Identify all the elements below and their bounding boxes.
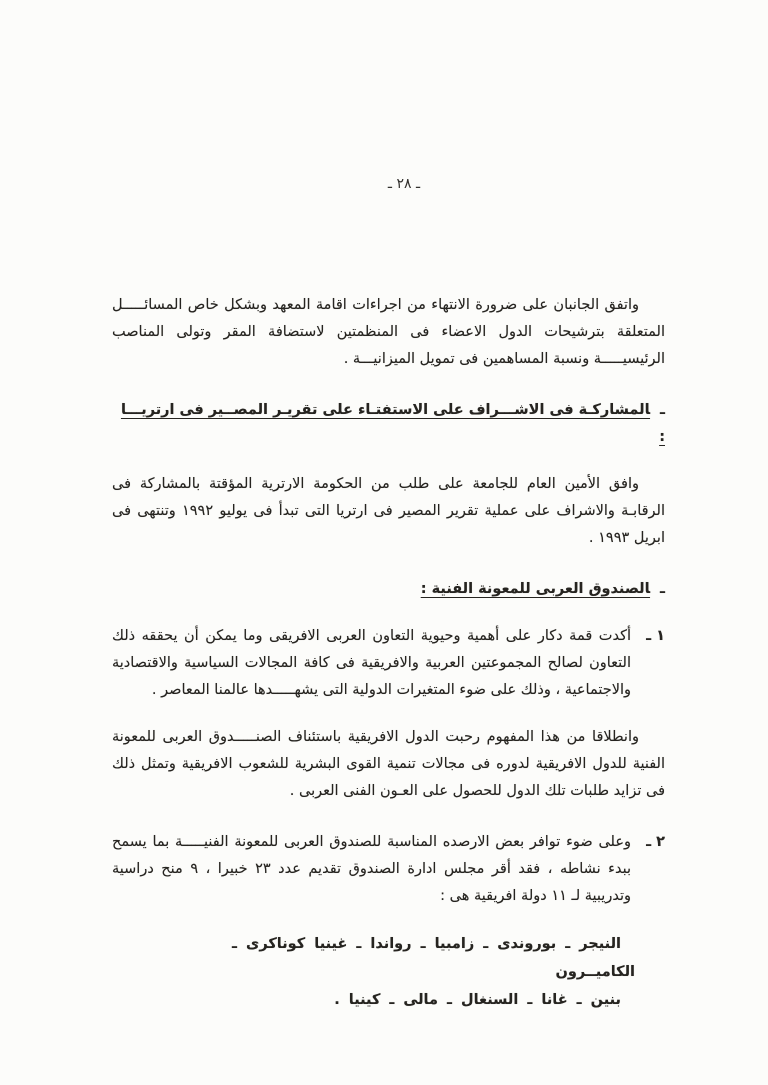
- heading-eritrea-referendum-text: المشاركـة فى الاشـــراف على الاستفتـاء على تقريـر المصــير فى ارتريـــا :: [120, 402, 665, 445]
- item-1-number: ١ ـ: [646, 628, 665, 644]
- heading-arab-technical-aid-fund: [112, 576, 665, 603]
- heading-eritrea-referendum: [112, 397, 665, 451]
- heading-arab-technical-aid-fund-text: الصندوق العربى للمعونة الفنية :: [420, 581, 651, 597]
- item-2-number: ٢ ـ: [646, 834, 665, 850]
- country-list-line-1: النيجر ـ بوروندى ـ زامبيا ـ رواندا ـ غينيا كوناكرى ـ الكاميــرون: [232, 936, 635, 980]
- paragraph-eritrea-supervision: وافق الأمين العام للجامعة على طلب من الحكومة الارترية المؤقتة بالمشاركة فى الرقابـة والاشراف على عملية تقرير المصير فى ارتريا التى تبدأ فى يوليو ١٩٩٢ وتنتهى فى ابريل ١٩٩٣ .: [112, 476, 665, 546]
- numbered-item-1: [112, 623, 665, 704]
- paragraph-african-states-welcome: وانطلاقا من هذا المفهوم رحبت الدول الافريقية باستئناف الصنـــــدوق العربى للمعونة الفنية للدول الافريقية لدوره فى مجالات تنمية القوى البشرية للشعوب الافريقية وتمثل ذلك فى تزايد طلبات تلك الدول للحصول على العـون الفنى العربى .: [112, 729, 665, 799]
- numbered-item-2: [112, 829, 665, 910]
- country-list-line-2: بنين ـ غانا ـ السنغال ـ مالى ـ كينيا .: [334, 992, 621, 1008]
- item-2-text: وعلى ضوء توافر بعض الارصده المناسبة للصندوق العربى للمعونة الفنيـــــة بما يسمح ببدء نشاطه ، فقد أقر مجلس ادارة الصندوق تقديم عدد ٢٣ خبيرا ، ٩ منح دراسية وتدريبية لـ ١١ دولة افريقية هى :: [112, 834, 631, 904]
- heading-dash: ـ: [660, 402, 665, 418]
- african-countries-list: [172, 930, 635, 1014]
- paragraph-institute-establishment: واتفق الجانبان على ضرورة الانتهاء من اجراءات اقامة المعهد وبشكل خاص المسائـــــل المتعلقة بترشيحات الدول الاعضاء فى المنظمتين لاستضافة المقر وتولى المناصب الرئيسيـــــة ونسبة المساهمين فى تمويل الميزانيـــة .: [112, 297, 665, 367]
- page-number: ـ ٢٨ ـ: [387, 176, 421, 192]
- item-1-text: أكدت قمة دكار على أهمية وحيوية التعاون العربى الافريقى وما يمكن أن يحققه ذلك التعاون لصالح المجموعتين العربية والافريقية فى كافة المجالات السياسية والاقتصادية والاجتماعية ، وذلك على ضوء المتغيرات الدولية التى يشهـــــدها عالمنا المعاصر .: [112, 628, 631, 698]
- document-body: [112, 292, 665, 1014]
- heading-dash: ـ: [660, 581, 665, 597]
